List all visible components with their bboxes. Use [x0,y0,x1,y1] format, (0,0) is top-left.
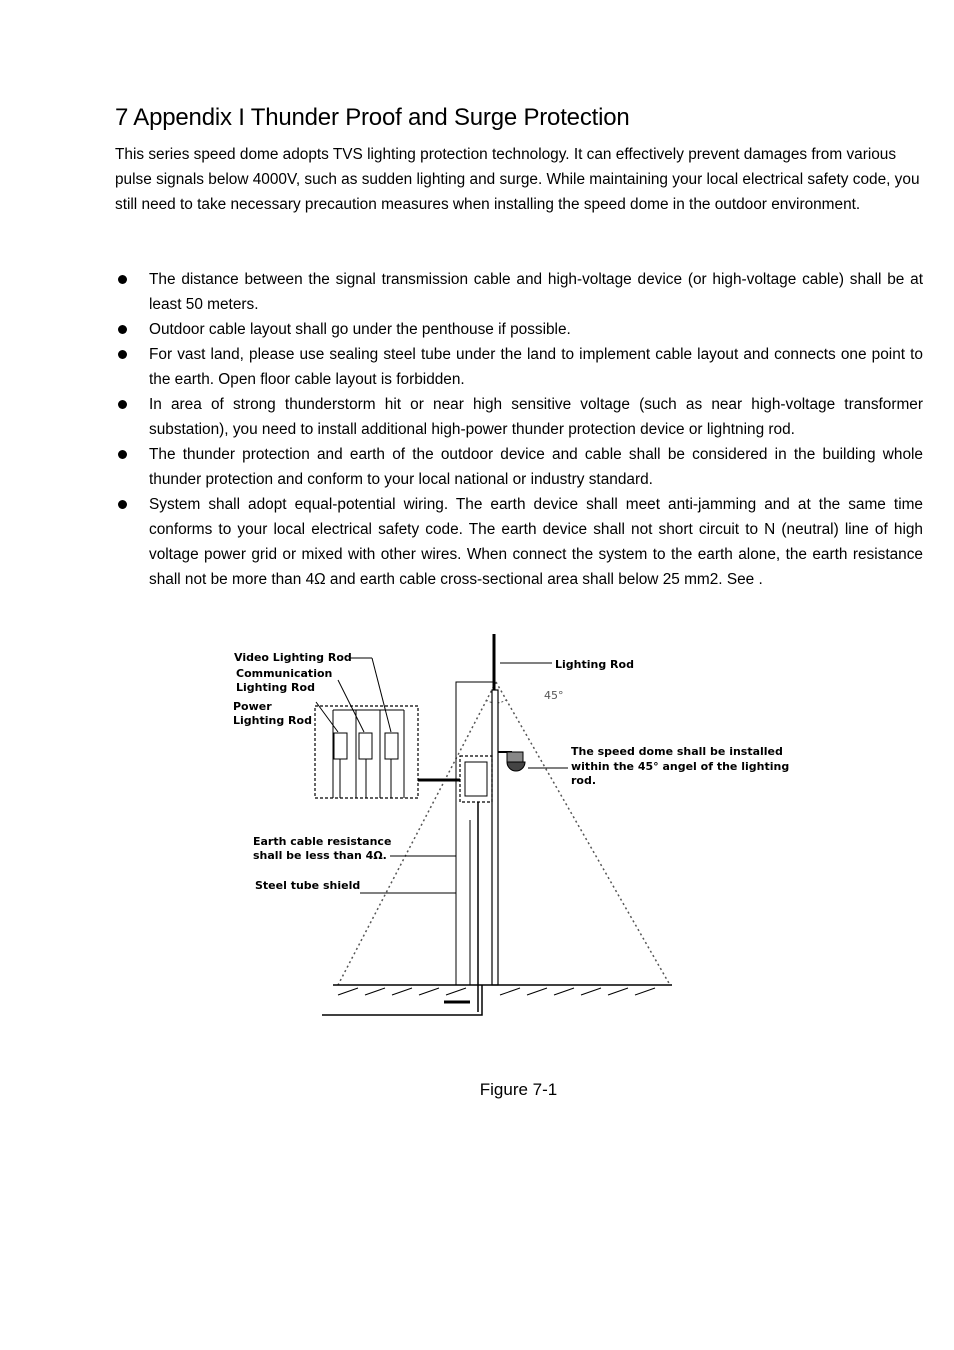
list-item-text: System shall adopt equal-potential wiring. The earth device shall meet anti-jamming and at the same time conforms to your local electrical safety code. The earth device shall not short circuit to N (neutral) line of high voltage power grid or mixed with other wires. When connect the system to the earth alone, the earth resistance shall not be more than 4Ω and earth cable cross-sectional area shall below 25 mm2. See . [149,496,923,588]
steel-tube-label: Steel tube shield [255,879,361,892]
list-item-text: For vast land, please use sealing steel tube under the land to implement cable layout and connects one point to the earth. Open floor cable layout is forbidden. [149,346,923,388]
building-outline [456,682,494,985]
dome-note: within the 45° angel of the lighting [571,760,790,773]
precaution-list [115,267,923,592]
list-item [115,492,923,592]
lightning-protection-diagram [210,625,790,1025]
dome-camera [507,762,525,771]
list-item-text: Outdoor cable layout shall go under the penthouse if possible. [149,321,571,338]
underground-cable [322,985,482,1015]
dome-note: rod. [571,774,597,787]
lighting-rod-label: Lighting Rod [555,658,634,671]
power-rod-label: Lighting Rod [233,714,312,727]
power-arrester [334,733,347,759]
power-rod-label: Power [233,700,272,713]
list-item [115,392,923,442]
bullet-icon [118,275,127,284]
dome-note: The speed dome shall be installed [571,745,783,758]
bullet-icon [118,400,127,409]
bullet-icon [118,450,127,459]
earth-resistance-label: shall be less than 4Ω. [253,849,387,862]
video-rod-leader [372,658,391,732]
bullet-icon [118,500,127,509]
comm-rod-label: Lighting Rod [236,681,315,694]
intro-paragraph: This series speed dome adopts TVS lighting protection technology. It can effectively prevent damages from various pulse signals below 4000V, such as sudden lighting and surge. While maintaining your local electrical safety code, you still need to take necessary precaution measures when installing the speed dome in the outdoor environment. [115,146,920,213]
comm-rod-label: Communication [236,667,333,680]
section-heading: 7 Appendix I Thunder Proof and Surge Protection [115,104,630,131]
video-rod-label: Video Lighting Rod [234,651,352,664]
bullet-icon [118,325,127,334]
list-item-text: The distance between the signal transmission cable and high-voltage device (or high-voltage cable) shall be at least 50 meters. [149,271,923,313]
protection-cone-right [496,682,670,985]
figure-caption: Figure 7-1 [479,1080,558,1099]
list-item-text: The thunder protection and earth of the outdoor device and cable shall be considered in the building whole thunder protection and conform to your local national or industry standard. [149,446,923,488]
list-item [115,342,923,392]
angle-label: 45° [544,689,564,702]
list-item [115,267,923,317]
junction-box-inner [465,762,487,796]
video-arrester [385,733,398,759]
ground-hatch [338,988,655,995]
list-item-text: In area of strong thunderstorm hit or near high sensitive voltage (such as near high-voltage transformer substation), you need to install additional high-power thunder protection device or lightning rod. [149,396,923,438]
list-item [115,442,923,492]
dome-housing [507,752,523,762]
pole [492,690,498,985]
bullet-icon [118,350,127,359]
list-item [115,317,923,342]
earth-resistance-label: Earth cable resistance [253,835,392,848]
communication-arrester [359,733,372,759]
